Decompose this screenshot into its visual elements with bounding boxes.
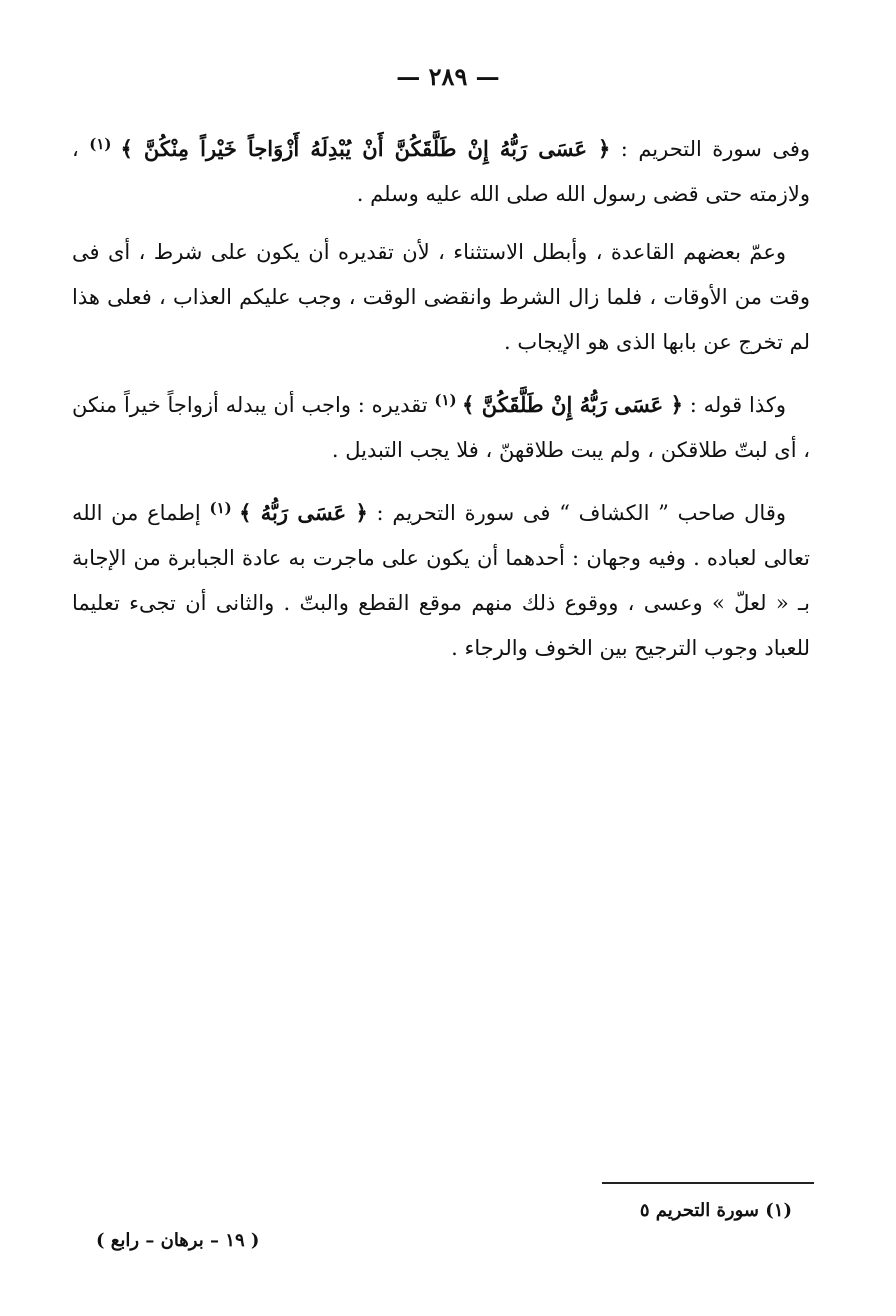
footnote-divider xyxy=(602,1182,814,1184)
page-number: — ٢٨٩ — xyxy=(396,62,500,91)
footnote-marker-1: (١) xyxy=(89,135,121,153)
main-text xyxy=(72,122,810,684)
quran-verse-2: ﴿ عَسَى رَبُّهُ إِنْ طَلَّقَكُنَّ ﴾ xyxy=(462,392,683,417)
paragraph-4 xyxy=(72,486,810,671)
paragraph-3-intro: وكذا قوله : xyxy=(682,393,786,417)
paragraph-3 xyxy=(72,378,810,473)
quran-verse-3: ﴿ عَسَى رَبُّهُ ﴾ xyxy=(239,500,368,525)
quran-verse-1: ﴿ عَسَى رَبُّهُ إِنْ طَلَّقَكُنَّ أَنْ يُبْدِلَهُ أَزْوَاجاً خَيْراً مِنْكُنَّ ﴾ xyxy=(120,136,611,161)
footnote-marker-2: (١) xyxy=(434,391,462,409)
paragraph-4-intro: وقال صاحب ” الكشاف “ فى سورة التحريم : xyxy=(367,501,787,525)
paragraph-3-rest: تقديره : واجب أن يبدله أزواجاً خيراً منكن ، أى لبتّ طلاقكن ، ولم يبت طلاقهنّ ، فلا يجب التبديل . xyxy=(72,393,810,462)
printer-signature: ( ١٩ – برهان – رابع ) xyxy=(96,1230,260,1251)
paragraph-2: وعمّ بعضهم القاعدة ، وأبطل الاستثناء ، لأن تقديره أن يكون على شرط ، أى فى وقت من الأوقات ، فلما زال الشرط وانقضى الوقت ، وجب عليكم العذاب ، فعلى هذا لم تخرج عن بابها الذى هو الإيجاب . xyxy=(72,240,810,354)
paragraph-4-rest: إطماع من الله تعالى لعباده . وفيه وجهان : أحدهما أن يكون على ماجرت به عادة الجبابرة من الإجابة بـ « لعلّ » وعسى ، ووقوع ذلك منهم موقع القطع والبتّ . والثانى أن تجىء تعليما للعباد وجوب الترجيح بين الخوف والرجاء . xyxy=(72,501,810,660)
paragraph-1-rest: ، ولازمته حتى قضى رسول الله صلى الله عليه وسلم . xyxy=(72,137,810,206)
footnote-marker-3: (١) xyxy=(209,499,240,517)
paragraph-1 xyxy=(72,122,810,217)
paragraph-1-intro: وفى سورة التحريم : xyxy=(610,137,810,161)
footnote-1: (١) سورة التحريم ٥ xyxy=(639,1200,792,1221)
